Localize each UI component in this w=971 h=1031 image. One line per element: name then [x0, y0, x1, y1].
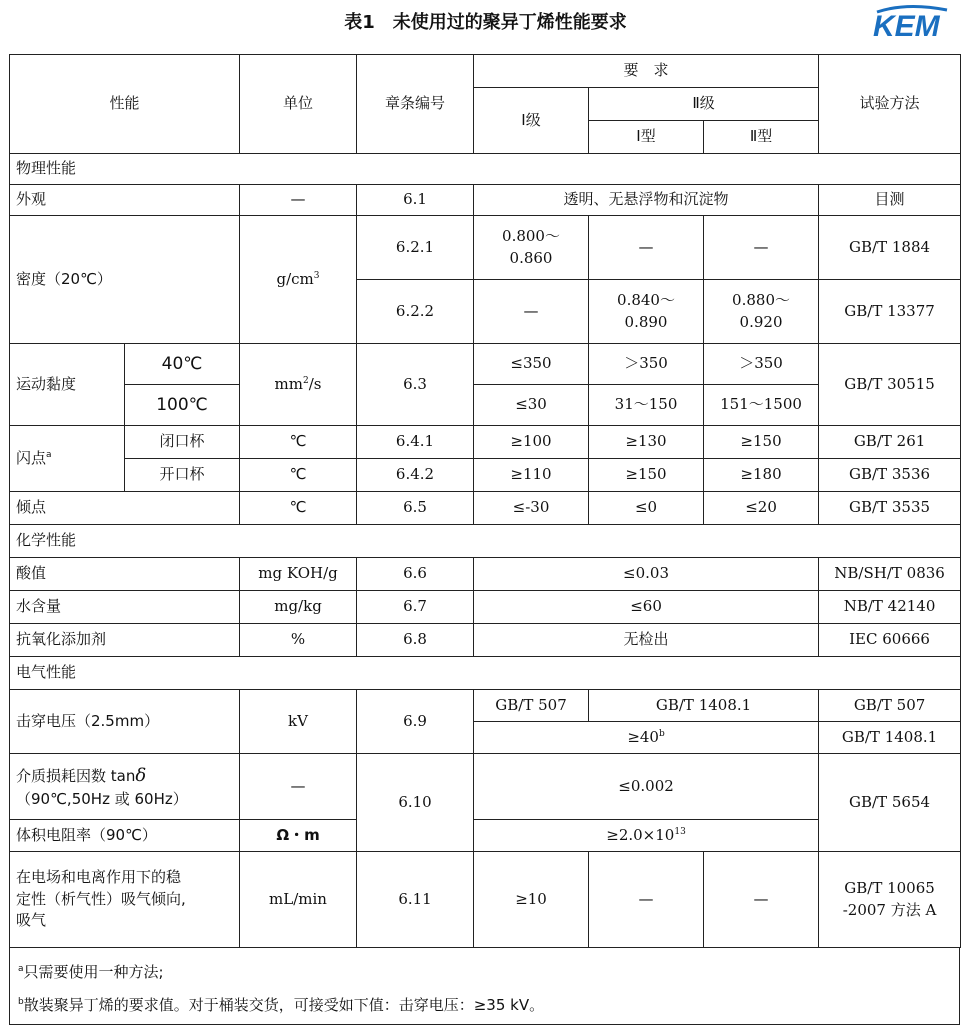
appearance-clause: 6.1 [357, 185, 474, 216]
breakdown-name: 击穿电压（2.5mm） [10, 690, 240, 754]
viscosity-unit: $mm^2/s$ [240, 344, 357, 426]
water-unit: mg/kg [240, 591, 357, 624]
density-clause-2: 6.2.2 [357, 280, 474, 344]
gassing-clause: 6.11 [357, 852, 474, 948]
header-type1: Ⅰ型 [589, 121, 704, 154]
resistivity-name: 体积电阻率（90℃） [10, 820, 240, 852]
note-a: $^a$只需要使用一种方法; [18, 963, 164, 981]
spec-table-container [9, 54, 960, 1025]
viscosity-name: 运动黏度 [10, 344, 125, 426]
resistivity-unit: Ω・m [240, 820, 357, 852]
viscosity-temp-2: 100℃ [125, 385, 240, 426]
pour-type1: ≤0 [589, 492, 704, 525]
acid-unit: mg KOH/g [240, 558, 357, 591]
table-notes [9, 948, 960, 1025]
flash-name: 闪点$^a$ [10, 426, 125, 492]
gassing-type1: — [589, 852, 704, 948]
viscosity-clause: 6.3 [357, 344, 474, 426]
header-grade2: Ⅱ级 [589, 88, 819, 121]
gassing-method: GB/T 10065 -2007 方法 A [819, 852, 961, 948]
water-method: NB/T 42140 [819, 591, 961, 624]
pour-name: 倾点 [10, 492, 240, 525]
viscosity-method: GB/T 30515 [819, 344, 961, 426]
viscosity-grade1-1: ≤350 [474, 344, 589, 385]
flash-unit-1: ℃ [240, 426, 357, 459]
viscosity-type1-1: ＞350 [589, 344, 704, 385]
svg-text:KEM: KEM [873, 10, 940, 42]
gassing-name: 在电场和电离作用下的稳 定性（析气性）吸气倾向, 吸气 [10, 852, 240, 948]
section-chemical: 化学性能 [10, 525, 961, 558]
acid-method: NB/SH/T 0836 [819, 558, 961, 591]
breakdown-method-g2: GB/T 1408.1 [589, 690, 819, 722]
breakdown-unit: kV [240, 690, 357, 754]
header-property: 性能 [10, 55, 240, 154]
density-grade1-2: — [474, 280, 589, 344]
flash-type2-2: ≥180 [704, 459, 819, 492]
appearance-method: 目测 [819, 185, 961, 216]
flash-unit-2: ℃ [240, 459, 357, 492]
water-clause: 6.7 [357, 591, 474, 624]
acid-name: 酸值 [10, 558, 240, 591]
section-physical: 物理性能 [10, 154, 961, 185]
gassing-grade1: ≥10 [474, 852, 589, 948]
dielectric-unit: — [240, 754, 357, 820]
flash-type1-1: ≥130 [589, 426, 704, 459]
flash-grade1-1: ≥100 [474, 426, 589, 459]
antioxidant-method: IEC 60666 [819, 624, 961, 657]
flash-method-2: GB/T 3536 [819, 459, 961, 492]
density-method-2: GB/T 13377 [819, 280, 961, 344]
viscosity-grade1-2: ≤30 [474, 385, 589, 426]
flash-type2-1: ≥150 [704, 426, 819, 459]
dielectric-req: ≤0.002 [474, 754, 819, 820]
density-type1-2: 0.840～ 0.890 [589, 280, 704, 344]
breakdown-method-g1: GB/T 507 [474, 690, 589, 722]
density-type1-1: — [589, 216, 704, 280]
breakdown-clause: 6.9 [357, 690, 474, 754]
pour-clause: 6.5 [357, 492, 474, 525]
viscosity-temp-1: 40℃ [125, 344, 240, 385]
kem-logo [867, 2, 957, 42]
header-grade1: Ⅰ级 [474, 88, 589, 154]
pour-grade1: ≤-30 [474, 492, 589, 525]
gassing-type2: — [704, 852, 819, 948]
density-clause-1: 6.2.1 [357, 216, 474, 280]
density-type2-1: — [704, 216, 819, 280]
appearance-req: 透明、无悬浮物和沉淀物 [474, 185, 819, 216]
appearance-name: 外观 [10, 185, 240, 216]
spec-table [9, 54, 961, 948]
note-b: $^b$散装聚异丁烯的要求值。对于桶装交货，可接受如下值：击穿电压：≥35 kV。 [18, 996, 545, 1014]
flash-grade1-2: ≥110 [474, 459, 589, 492]
density-grade1-1: 0.800～ 0.860 [474, 216, 589, 280]
pour-method: GB/T 3535 [819, 492, 961, 525]
breakdown-method-2: GB/T 1408.1 [819, 722, 961, 754]
header-requirement: 要 求 [474, 55, 819, 88]
pour-type2: ≤20 [704, 492, 819, 525]
header-clause: 章条编号 [357, 55, 474, 154]
flash-type1-2: ≥150 [589, 459, 704, 492]
antioxidant-clause: 6.8 [357, 624, 474, 657]
density-type2-2: 0.880～ 0.920 [704, 280, 819, 344]
header-unit: 单位 [240, 55, 357, 154]
header-row [10, 55, 961, 88]
appearance-unit: — [240, 185, 357, 216]
resistivity-req: $\ge 2.0\times 10^{13}$ [474, 820, 819, 852]
header-type2: Ⅱ型 [704, 121, 819, 154]
viscosity-type2-1: ＞350 [704, 344, 819, 385]
dielectric-clause: 6.10 [357, 754, 474, 852]
flash-method-1: GB/T 261 [819, 426, 961, 459]
dielectric-name: 介质损耗因数 tanδ （90℃,50Hz 或 60Hz） [10, 754, 240, 820]
flash-clause-2: 6.4.2 [357, 459, 474, 492]
viscosity-type2-2: 151～1500 [704, 385, 819, 426]
antioxidant-unit: % [240, 624, 357, 657]
density-unit: $g/cm^3$ [240, 216, 357, 344]
flash-clause-1: 6.4.1 [357, 426, 474, 459]
page-title: 表1 未使用过的聚异丁烯性能要求 [344, 12, 627, 33]
breakdown-req: $\ge 40^b$ [474, 722, 819, 754]
section-electrical: 电气性能 [10, 657, 961, 690]
header-method: 试验方法 [819, 55, 961, 154]
acid-req: ≤0.03 [474, 558, 819, 591]
flash-sub-1: 闭口杯 [125, 426, 240, 459]
water-req: ≤60 [474, 591, 819, 624]
acid-clause: 6.6 [357, 558, 474, 591]
gassing-unit: mL/min [240, 852, 357, 948]
density-method-1: GB/T 1884 [819, 216, 961, 280]
breakdown-method-1: GB/T 507 [819, 690, 961, 722]
density-name: 密度（20℃） [10, 216, 240, 344]
flash-sub-2: 开口杯 [125, 459, 240, 492]
viscosity-type1-2: 31～150 [589, 385, 704, 426]
antioxidant-name: 抗氧化添加剂 [10, 624, 240, 657]
pour-unit: ℃ [240, 492, 357, 525]
antioxidant-req: 无检出 [474, 624, 819, 657]
water-name: 水含量 [10, 591, 240, 624]
dielectric-method: GB/T 5654 [819, 754, 961, 852]
